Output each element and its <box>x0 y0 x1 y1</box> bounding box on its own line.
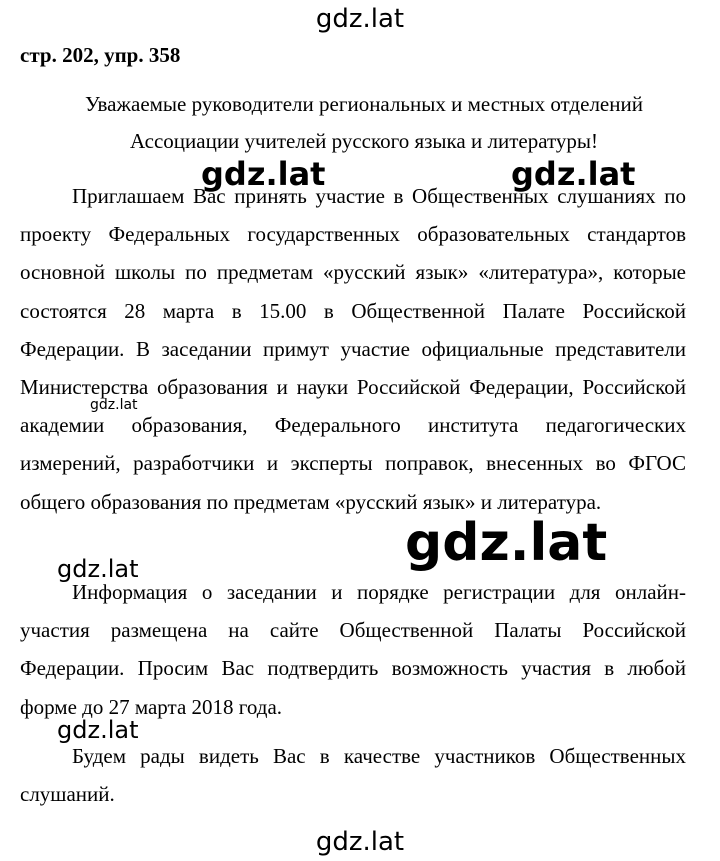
watermark-left-2: gdz.lat <box>57 716 139 744</box>
watermark-left-1: gdz.lat <box>57 555 139 583</box>
address-line-1: Уважаемые руководители региональных и местных отделений <box>85 92 643 116</box>
watermark-mid-right: gdz.lat <box>511 155 636 193</box>
paragraph-registration: Информация о заседании и порядке регистрации для онлайн-участия размещена на сайте Общественной Палаты Российской Федерации. Просим Вас подтвердить возможность участия в любой форме до 27 марта 2018 года. <box>20 580 686 719</box>
watermark-large: gdz.lat <box>405 513 608 573</box>
exercise-heading: стр. 202, упр. 358 <box>20 43 181 67</box>
address-line-2: Ассоциации учителей русского языка и литературы! <box>130 129 598 153</box>
watermark-top: gdz.lat <box>315 4 405 34</box>
watermark-bottom: gdz.lat <box>315 827 405 857</box>
paragraph-invitation: Приглашаем Вас принять участие в Общественных слушаниях по проекту Федеральных государственных образовательных стандартов основной школы по предметам «русский язык» «литература», которые состоятся 28 марта в 15.00 в Общественной Палате Российской Федерации. В заседании примут участие официальные представители Министерства образования и науки Российской Федерации, Российской академии образования, Федерального института педагогических измерений, разработчики и эксперты поправок, внесенных во ФГОС общего образования по предметам «русский язык» и литература. <box>20 184 686 514</box>
paragraph-closing: Будем рады видеть Вас в качестве участников Общественных слушаний. <box>20 744 686 807</box>
watermark-small: gdz.lat <box>90 397 138 413</box>
watermark-mid-left: gdz.lat <box>201 155 326 193</box>
